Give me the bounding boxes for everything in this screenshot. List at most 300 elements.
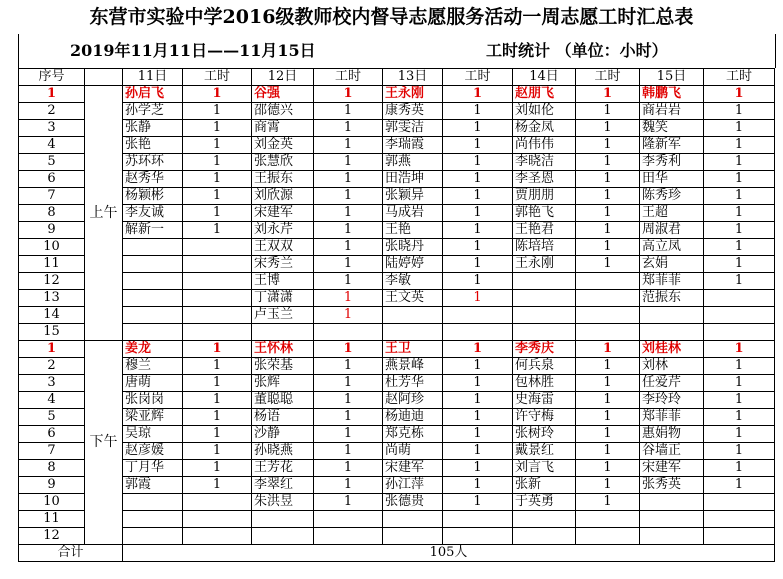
name-cell: 穆兰	[123, 358, 183, 375]
name-cell: 杨颖彬	[123, 188, 183, 205]
hours-cell: 1	[314, 188, 383, 205]
total-row	[19, 545, 775, 562]
row-number: 5	[19, 154, 85, 171]
hours-cell	[183, 239, 252, 256]
table-row	[19, 409, 775, 426]
hours-cell: 1	[576, 222, 640, 239]
row-number: 14	[19, 307, 85, 324]
table-row	[19, 358, 775, 375]
hours-cell	[704, 307, 775, 324]
hours-cell: 1	[183, 426, 252, 443]
name-cell	[123, 239, 183, 256]
name-cell: 李翠红	[252, 477, 314, 494]
name-cell: 张岗岗	[123, 392, 183, 409]
name-cell	[513, 528, 576, 545]
name-cell: 赵彦媛	[123, 443, 183, 460]
header-10: 工时	[704, 69, 775, 86]
name-cell: 贾朋朋	[513, 188, 576, 205]
name-cell: 尚伟伟	[513, 137, 576, 154]
table-row	[19, 239, 775, 256]
hours-cell: 1	[576, 392, 640, 409]
hours-cell: 1	[704, 205, 775, 222]
hours-cell: 1	[314, 239, 383, 256]
name-cell: 李敏	[383, 273, 443, 290]
row-number: 11	[19, 511, 85, 528]
header-4: 工时	[314, 69, 383, 86]
hours-cell: 1	[704, 426, 775, 443]
hours-cell: 1	[576, 171, 640, 188]
name-cell: 刘言飞	[513, 460, 576, 477]
hours-cell	[443, 528, 513, 545]
name-cell	[123, 494, 183, 511]
name-cell: 郑菲菲	[640, 409, 704, 426]
name-cell	[640, 528, 704, 545]
row-number: 10	[19, 239, 85, 256]
name-cell: 宋建军	[640, 460, 704, 477]
table-row	[19, 392, 775, 409]
table-row	[19, 341, 775, 358]
name-cell: 张静	[123, 120, 183, 137]
name-cell: 王卫	[383, 341, 443, 358]
hours-cell	[183, 324, 252, 341]
hours-cell: 1	[576, 341, 640, 358]
hours-cell: 1	[704, 137, 775, 154]
name-cell	[123, 511, 183, 528]
name-cell: 刘金英	[252, 137, 314, 154]
hours-cell: 1	[576, 375, 640, 392]
name-cell	[123, 290, 183, 307]
hours-cell: 1	[183, 443, 252, 460]
hours-cell: 1	[704, 239, 775, 256]
table-row	[19, 222, 775, 239]
name-cell	[123, 324, 183, 341]
table-row	[19, 154, 775, 171]
table-row	[19, 460, 775, 477]
name-cell	[252, 324, 314, 341]
name-cell: 王艳君	[513, 222, 576, 239]
table-row	[19, 256, 775, 273]
hours-cell: 1	[183, 358, 252, 375]
hours-cell: 1	[183, 120, 252, 137]
row-number: 2	[19, 103, 85, 120]
table-row	[19, 171, 775, 188]
row-number: 6	[19, 171, 85, 188]
hours-cell	[704, 528, 775, 545]
hours-cell: 1	[443, 171, 513, 188]
hours-cell	[704, 511, 775, 528]
hours-cell: 1	[314, 307, 383, 324]
name-cell: 尚萌	[383, 443, 443, 460]
header-8: 工时	[576, 69, 640, 86]
hours-cell: 1	[183, 154, 252, 171]
name-cell: 丁月华	[123, 460, 183, 477]
header-2: 工时	[183, 69, 252, 86]
name-cell	[123, 256, 183, 273]
hours-cell: 1	[314, 205, 383, 222]
hours-cell	[183, 528, 252, 545]
name-cell	[252, 528, 314, 545]
sheet-title: 东营市实验中学2016级教师校内督导志愿服务活动一周志愿工时汇总表	[89, 6, 694, 28]
name-cell	[513, 307, 576, 324]
table-row	[19, 205, 775, 222]
hours-cell: 1	[183, 392, 252, 409]
hours-cell: 1	[704, 171, 775, 188]
row-number: 10	[19, 494, 85, 511]
row-number: 15	[19, 324, 85, 341]
table-row	[19, 494, 775, 511]
name-cell: 马成岩	[383, 205, 443, 222]
header-9: 15日	[640, 69, 704, 86]
name-cell: 李友诚	[123, 205, 183, 222]
hours-cell: 1	[443, 358, 513, 375]
name-cell: 陆婷婷	[383, 256, 443, 273]
hours-cell: 1	[704, 273, 775, 290]
name-cell: 梁亚辉	[123, 409, 183, 426]
row-number: 9	[19, 222, 85, 239]
row-number: 1	[19, 86, 85, 103]
hours-cell	[576, 290, 640, 307]
name-cell: 张颖异	[383, 188, 443, 205]
name-cell	[383, 511, 443, 528]
table-row	[19, 273, 775, 290]
hours-cell: 1	[183, 477, 252, 494]
header-5: 13日	[383, 69, 443, 86]
hours-cell: 1	[704, 443, 775, 460]
name-cell: 田华	[640, 171, 704, 188]
table-row	[19, 188, 775, 205]
hours-cell	[576, 273, 640, 290]
hours-cell: 1	[314, 103, 383, 120]
hours-cell: 1	[314, 426, 383, 443]
hours-cell: 1	[183, 375, 252, 392]
name-cell: 张秀英	[640, 477, 704, 494]
hours-cell: 1	[314, 86, 383, 103]
hours-cell: 1	[183, 409, 252, 426]
hours-cell: 1	[704, 341, 775, 358]
name-cell: 卢玉兰	[252, 307, 314, 324]
name-cell: 沙静	[252, 426, 314, 443]
name-cell: 杨金凤	[513, 120, 576, 137]
name-cell: 周淑君	[640, 222, 704, 239]
row-number: 6	[19, 426, 85, 443]
name-cell	[513, 511, 576, 528]
name-cell: 谷强	[252, 86, 314, 103]
name-cell: 张晓丹	[383, 239, 443, 256]
hours-cell: 1	[443, 341, 513, 358]
row-number: 4	[19, 137, 85, 154]
table-row	[19, 307, 775, 324]
name-cell: 隆新军	[640, 137, 704, 154]
hours-cell: 1	[704, 86, 775, 103]
hours-cell: 1	[576, 477, 640, 494]
hours-cell: 1	[314, 256, 383, 273]
hours-cell: 1	[443, 375, 513, 392]
name-cell: 朱洪昱	[252, 494, 314, 511]
hours-cell: 1	[183, 188, 252, 205]
hours-cell: 1	[183, 341, 252, 358]
name-cell: 张树玲	[513, 426, 576, 443]
hours-cell: 1	[576, 86, 640, 103]
name-cell: 王振东	[252, 171, 314, 188]
hours-cell: 1	[576, 256, 640, 273]
hours-cell: 1	[704, 375, 775, 392]
row-number: 4	[19, 392, 85, 409]
hours-cell	[314, 324, 383, 341]
header-7: 14日	[513, 69, 576, 86]
hours-cell: 1	[314, 358, 383, 375]
hours-cell: 1	[443, 239, 513, 256]
row-number: 1	[19, 341, 85, 358]
name-cell: 戴景红	[513, 443, 576, 460]
hours-cell: 1	[314, 171, 383, 188]
row-number: 11	[19, 256, 85, 273]
table-row	[19, 103, 775, 120]
hours-cell	[183, 307, 252, 324]
hours-cell: 1	[183, 171, 252, 188]
hours-cell: 1	[314, 137, 383, 154]
name-cell: 赵朋飞	[513, 86, 576, 103]
hours-cell: 1	[576, 239, 640, 256]
hours-cell: 1	[443, 477, 513, 494]
hours-cell: 1	[443, 86, 513, 103]
hours-cell: 1	[704, 477, 775, 494]
name-cell: 康秀英	[383, 103, 443, 120]
name-cell: 杨迪迪	[383, 409, 443, 426]
name-cell: 陈秀珍	[640, 188, 704, 205]
name-cell: 姜龙	[123, 341, 183, 358]
name-cell: 吴琼	[123, 426, 183, 443]
hours-cell: 1	[314, 273, 383, 290]
hours-cell: 1	[443, 120, 513, 137]
name-cell: 刘林	[640, 358, 704, 375]
header-row	[19, 69, 775, 86]
name-cell: 孙江萍	[383, 477, 443, 494]
name-cell: 张慧欣	[252, 154, 314, 171]
name-cell: 郑菲菲	[640, 273, 704, 290]
name-cell: 李秀庆	[513, 341, 576, 358]
name-cell: 田浩坤	[383, 171, 443, 188]
name-cell: 邵德兴	[252, 103, 314, 120]
name-cell: 张艳	[123, 137, 183, 154]
hours-cell: 1	[704, 460, 775, 477]
date-row	[18, 34, 775, 68]
row-number: 7	[19, 443, 85, 460]
hours-cell: 1	[443, 273, 513, 290]
hours-cell	[704, 494, 775, 511]
name-cell	[383, 307, 443, 324]
name-cell: 赵秀华	[123, 171, 183, 188]
name-cell	[640, 307, 704, 324]
hours-cell: 1	[443, 409, 513, 426]
hours-cell: 1	[443, 460, 513, 477]
hours-cell	[183, 290, 252, 307]
hours-cell: 1	[314, 409, 383, 426]
row-number: 3	[19, 120, 85, 137]
table-row	[19, 528, 775, 545]
name-cell	[513, 273, 576, 290]
hours-cell	[704, 324, 775, 341]
name-cell	[383, 324, 443, 341]
name-cell: 高立凤	[640, 239, 704, 256]
name-cell: 任爱芹	[640, 375, 704, 392]
hours-cell: 1	[314, 494, 383, 511]
name-cell: 刘欣源	[252, 188, 314, 205]
name-cell: 陈培培	[513, 239, 576, 256]
hours-cell	[183, 511, 252, 528]
name-cell: 谷墙正	[640, 443, 704, 460]
name-cell: 李玲玲	[640, 392, 704, 409]
name-cell: 唐萌	[123, 375, 183, 392]
row-number: 8	[19, 205, 85, 222]
name-cell: 商霄	[252, 120, 314, 137]
name-cell: 李瑞霞	[383, 137, 443, 154]
name-cell: 孙启飞	[123, 86, 183, 103]
hours-cell	[576, 324, 640, 341]
hours-cell: 1	[576, 188, 640, 205]
name-cell: 李圣恩	[513, 171, 576, 188]
hours-table	[18, 68, 775, 562]
row-number: 5	[19, 409, 85, 426]
hours-cell: 1	[704, 392, 775, 409]
name-cell: 李晓洁	[513, 154, 576, 171]
hours-cell: 1	[314, 154, 383, 171]
name-cell: 张新	[513, 477, 576, 494]
table-row	[19, 375, 775, 392]
hours-cell: 1	[314, 341, 383, 358]
row-number: 12	[19, 273, 85, 290]
name-cell: 王文英	[383, 290, 443, 307]
name-cell: 宋建军	[252, 205, 314, 222]
hours-cell: 1	[576, 103, 640, 120]
row-number: 9	[19, 477, 85, 494]
total-label: 合计	[19, 545, 123, 562]
hours-cell: 1	[576, 409, 640, 426]
border-right	[775, 34, 776, 68]
name-cell: 魏笑	[640, 120, 704, 137]
hours-cell	[576, 307, 640, 324]
hours-cell: 1	[443, 137, 513, 154]
hours-cell	[443, 511, 513, 528]
unit-note: 工时统计 （单位：小时）	[486, 41, 668, 60]
table-row	[19, 443, 775, 460]
hours-cell: 1	[314, 477, 383, 494]
hours-cell: 1	[576, 358, 640, 375]
hours-cell: 1	[443, 205, 513, 222]
name-cell: 孙晓燕	[252, 443, 314, 460]
hours-cell: 1	[314, 290, 383, 307]
name-cell: 郭霞	[123, 477, 183, 494]
hours-cell: 1	[314, 120, 383, 137]
name-cell: 杨语	[252, 409, 314, 426]
name-cell: 郭燕	[383, 154, 443, 171]
name-cell: 韩鹏飞	[640, 86, 704, 103]
header-3: 12日	[252, 69, 314, 86]
total-value: 105人	[123, 545, 775, 562]
hours-cell: 1	[576, 154, 640, 171]
name-cell	[513, 324, 576, 341]
name-cell: 惠娟物	[640, 426, 704, 443]
table-row	[19, 86, 775, 103]
date-range: 2019年11月11日——11月15日	[70, 41, 316, 60]
name-cell: 玄娟	[640, 256, 704, 273]
name-cell: 张荣基	[252, 358, 314, 375]
hours-cell: 1	[183, 205, 252, 222]
hours-cell: 1	[576, 120, 640, 137]
name-cell	[640, 494, 704, 511]
table-row	[19, 324, 775, 341]
table-row	[19, 137, 775, 154]
header-seq: 序号	[19, 69, 85, 86]
hours-cell: 1	[704, 256, 775, 273]
table-row	[19, 426, 775, 443]
name-cell	[513, 290, 576, 307]
hours-cell: 1	[443, 222, 513, 239]
name-cell	[123, 307, 183, 324]
name-cell: 范振东	[640, 290, 704, 307]
hours-cell	[576, 528, 640, 545]
row-number: 3	[19, 375, 85, 392]
hours-cell: 1	[576, 443, 640, 460]
hours-cell	[576, 511, 640, 528]
hours-cell	[314, 528, 383, 545]
hours-cell: 1	[314, 443, 383, 460]
hours-cell: 1	[576, 205, 640, 222]
hours-cell: 1	[576, 460, 640, 477]
name-cell	[123, 273, 183, 290]
hours-cell: 1	[704, 409, 775, 426]
hours-cell: 1	[704, 120, 775, 137]
name-cell: 李秀利	[640, 154, 704, 171]
name-cell: 燕景峰	[383, 358, 443, 375]
hours-cell: 1	[314, 392, 383, 409]
hours-cell	[443, 307, 513, 324]
row-number: 8	[19, 460, 85, 477]
table-row	[19, 290, 775, 307]
name-cell: 赵阿珍	[383, 392, 443, 409]
row-number: 13	[19, 290, 85, 307]
hours-cell: 1	[704, 154, 775, 171]
table-row	[19, 477, 775, 494]
name-cell: 何兵泉	[513, 358, 576, 375]
name-cell: 王永刚	[513, 256, 576, 273]
name-cell: 刘桂林	[640, 341, 704, 358]
hours-cell: 1	[576, 494, 640, 511]
name-cell	[252, 511, 314, 528]
name-cell: 郑克栋	[383, 426, 443, 443]
name-cell: 王超	[640, 205, 704, 222]
hours-cell: 1	[314, 460, 383, 477]
name-cell	[383, 528, 443, 545]
name-cell: 郭雯洁	[383, 120, 443, 137]
name-cell: 丁潇潇	[252, 290, 314, 307]
hours-cell: 1	[183, 137, 252, 154]
name-cell: 张辉	[252, 375, 314, 392]
hours-cell	[314, 511, 383, 528]
row-number: 2	[19, 358, 85, 375]
name-cell: 王艳	[383, 222, 443, 239]
name-cell: 王永刚	[383, 86, 443, 103]
hours-cell	[183, 494, 252, 511]
hours-cell: 1	[443, 426, 513, 443]
name-cell	[640, 511, 704, 528]
header-blank	[85, 69, 123, 86]
name-cell: 郭艳飞	[513, 205, 576, 222]
table-row	[19, 120, 775, 137]
name-cell: 王博	[252, 273, 314, 290]
hours-cell	[183, 256, 252, 273]
header-6: 工时	[443, 69, 513, 86]
name-cell: 解新一	[123, 222, 183, 239]
